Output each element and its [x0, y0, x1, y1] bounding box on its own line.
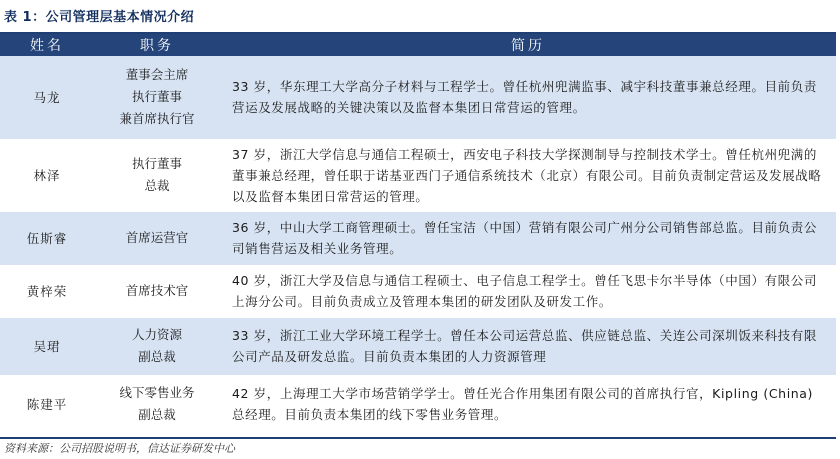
position-line: 总裁	[144, 178, 170, 193]
table-row	[0, 265, 836, 317]
person-name: 林泽	[0, 139, 94, 211]
person-bio: 33 岁，浙江工业大学环境工程学士。曾任本公司运营总监、供应链总监、关连公司深圳饭来科技有限公司产品及研发总监。目前负责本集团的人力资源管理	[220, 317, 836, 375]
person-name: 陈建平	[0, 375, 94, 433]
table-row	[0, 56, 836, 139]
person-bio: 33 岁，华东理工大学高分子材料与工程学士。曾任杭州兜满监事、减宇科技董事兼总经理。目前负责营运及发展战略的关键决策以及监督本集团日常营运的管理。	[220, 56, 836, 139]
position-line: 线下零售业务	[119, 385, 195, 400]
header-bio: 简历	[220, 34, 836, 56]
person-position	[94, 265, 220, 317]
position-line: 董事会主席	[125, 67, 189, 83]
management-table	[0, 34, 836, 434]
source-note: 资料来源：公司招股说明书，信达证券研发中心	[4, 442, 235, 455]
table-row	[0, 211, 836, 265]
person-position	[94, 56, 220, 139]
position-line: 副总裁	[138, 407, 176, 422]
person-name: 马龙	[0, 56, 94, 139]
person-name: 吴珺	[0, 317, 94, 375]
table-row	[0, 317, 836, 375]
position-line: 人力资源	[131, 327, 182, 342]
person-name: 伍斯睿	[0, 211, 94, 265]
position-line: 执行董事	[131, 89, 182, 105]
person-position	[94, 375, 220, 433]
table-title: 表 1：公司管理层基本情况介绍	[4, 10, 195, 25]
header-name: 姓名	[0, 34, 94, 56]
person-name: 黄梓荣	[0, 265, 94, 317]
person-bio: 37 岁，浙江大学信息与通信工程硕士，西安电子科技大学探测制导与控制技术学士。曾任杭州兜满的董事兼总经理，曾任职于诺基亚西门子通信系统技术（北京）有限公司。目前负责制定营运及发展战略以及监督本集团日常营运的管理。	[220, 139, 836, 211]
position-line: 执行董事	[131, 156, 182, 171]
position-line: 首席技术官	[125, 283, 189, 298]
person-bio: 40 岁，浙江大学及信息与通信工程硕士、电子信息工程学士。曾任飞思卡尔半导体（中国）有限公司上海分公司。目前负责成立及管理本集团的研发团队及研发工作。	[220, 265, 836, 317]
person-bio: 42 岁，上海理工大学市场营销学学士。曾任光合作用集团有限公司的首席执行官，Kipling (China)总经理。目前负责本集团的线下零售业务管理。	[220, 375, 836, 433]
person-position	[94, 139, 220, 211]
person-position	[94, 211, 220, 265]
table-row	[0, 375, 836, 433]
table-row	[0, 139, 836, 211]
table-header-row	[0, 34, 836, 56]
bottom-divider	[0, 437, 836, 439]
position-line: 首席运营官	[125, 230, 189, 245]
header-position: 职务	[94, 34, 220, 56]
person-bio: 36 岁，中山大学工商管理硕士。曾任宝洁（中国）营销有限公司广州分公司销售部总监。目前负责公司销售营运及相关业务管理。	[220, 211, 836, 265]
person-position	[94, 317, 220, 375]
position-line: 兼首席执行官	[119, 111, 195, 127]
position-line: 副总裁	[138, 349, 176, 364]
